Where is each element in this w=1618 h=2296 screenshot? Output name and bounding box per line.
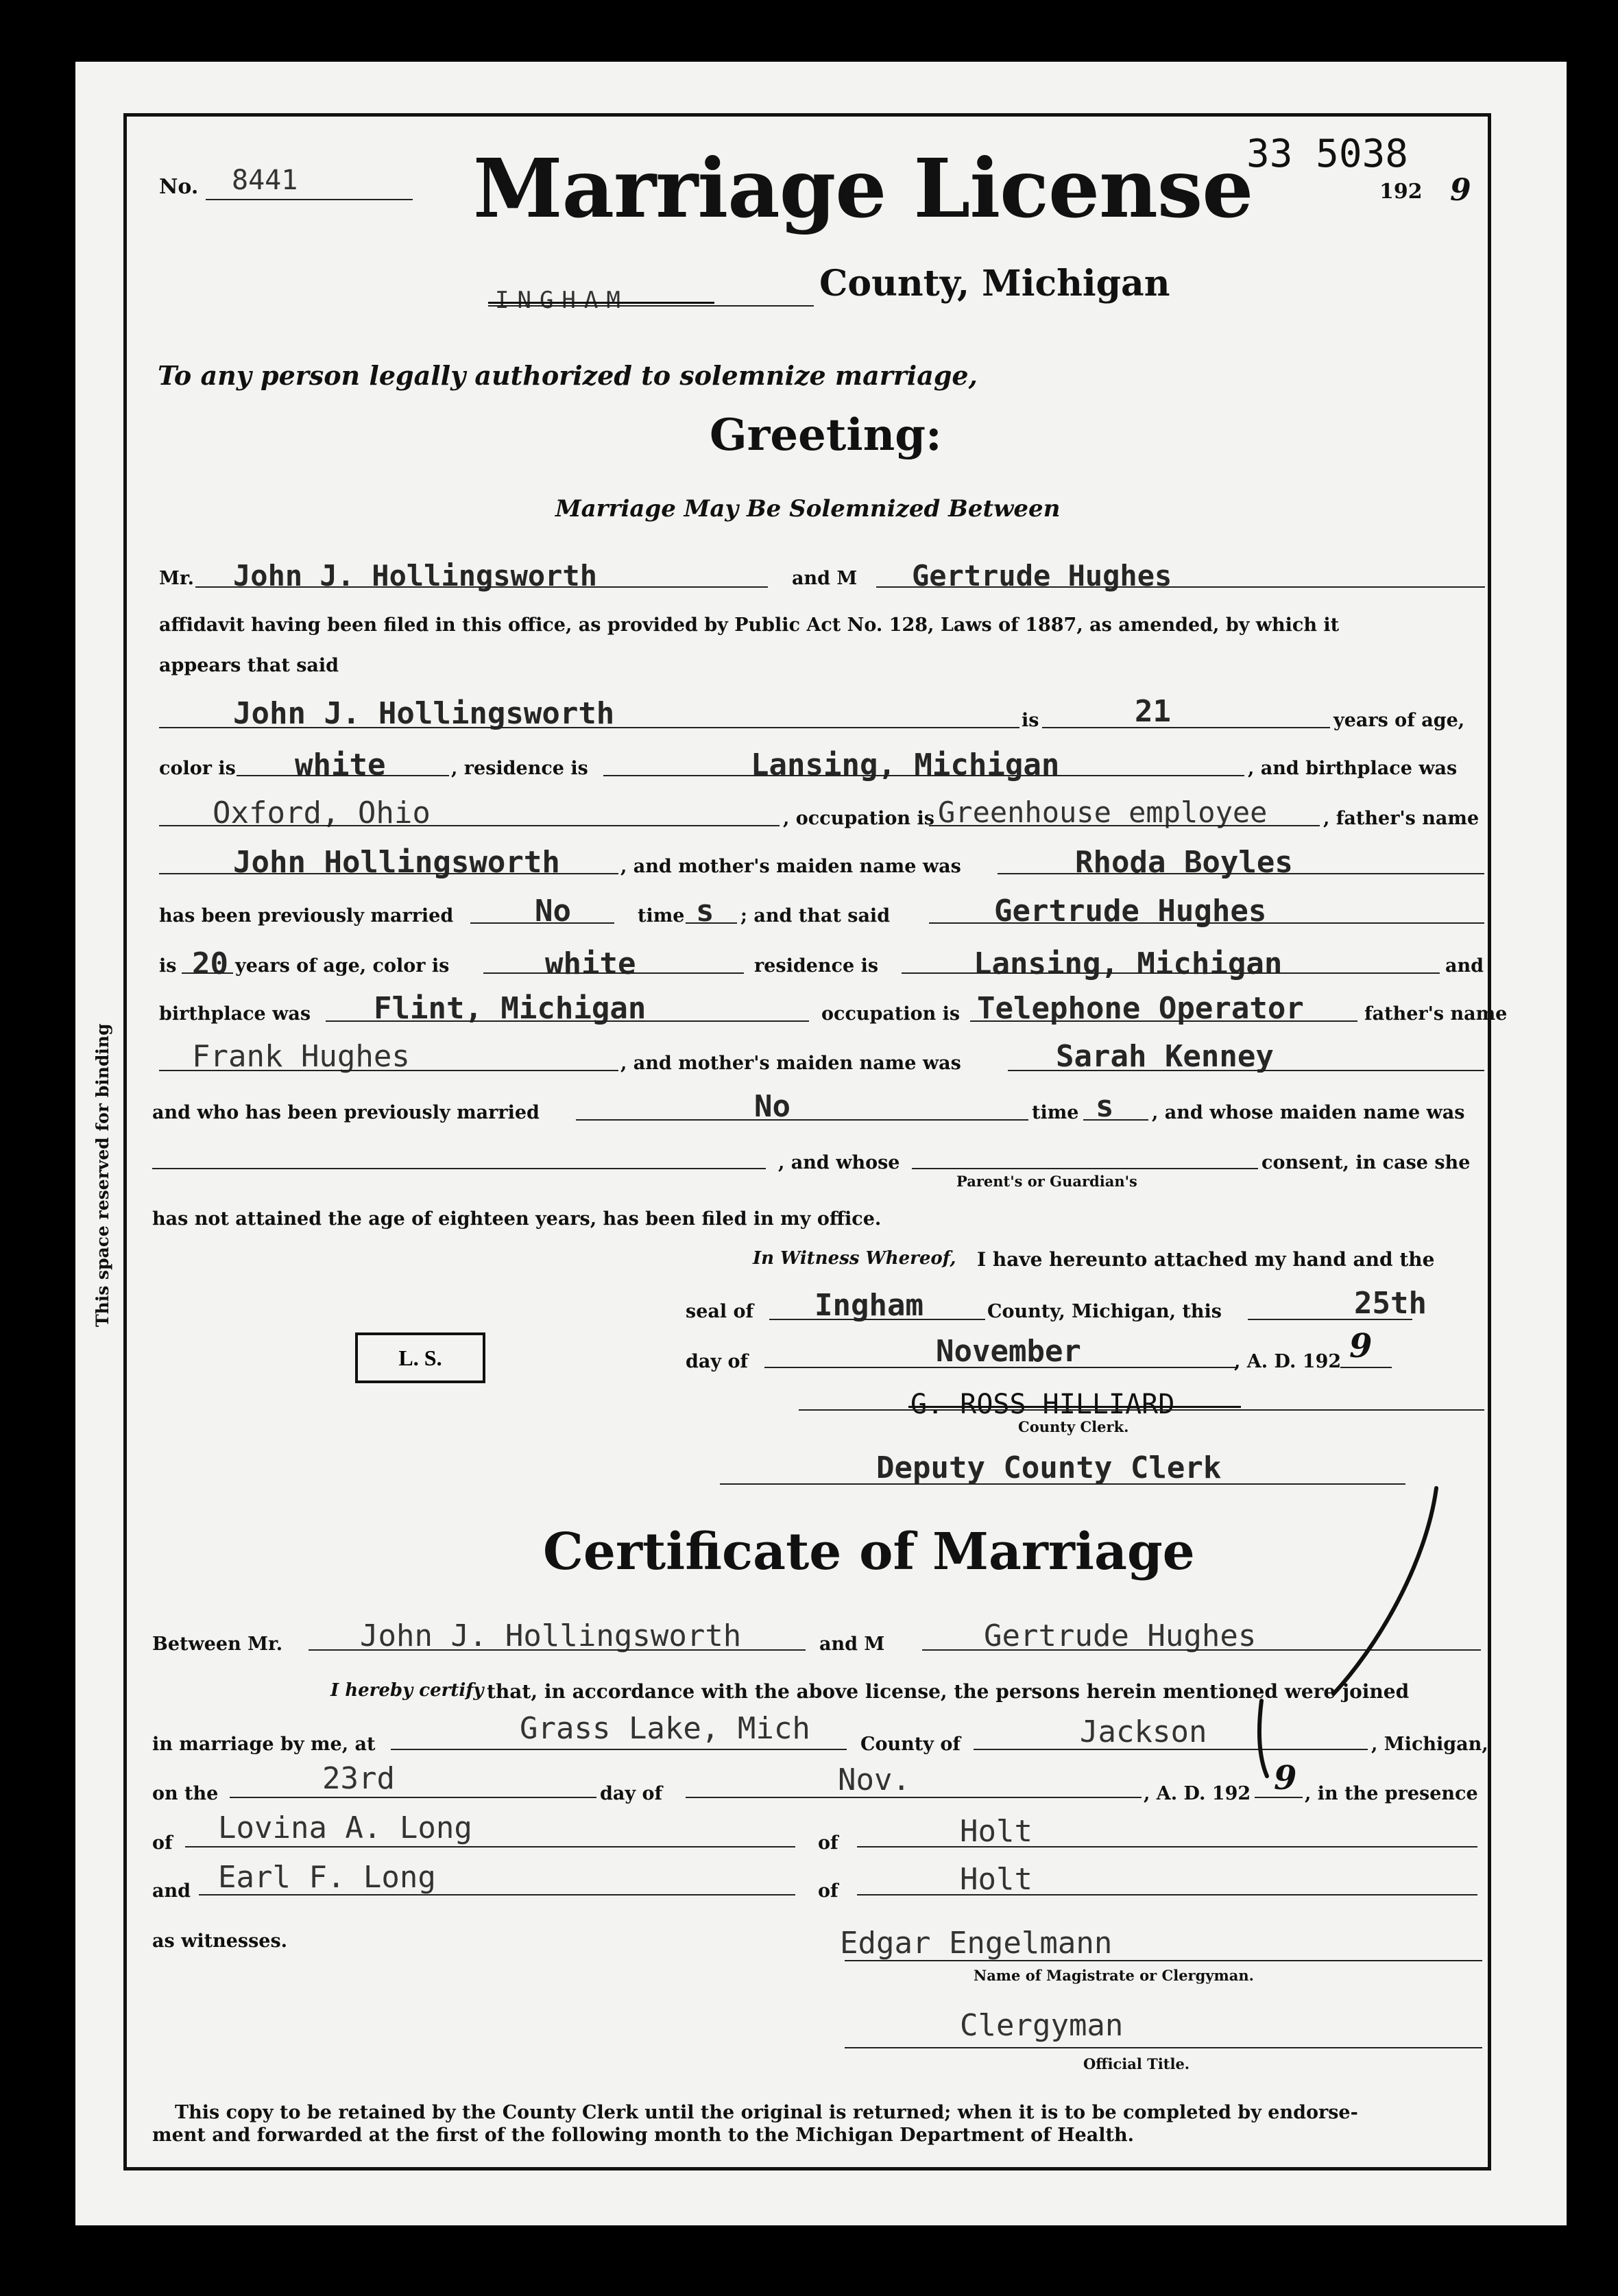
witness2-name: Earl F. Long [218,1860,436,1895]
bride-mother-label: , and mother's maiden name was [620,1053,961,1074]
groom-prev-married: No [535,894,571,929]
clerk-name: G. ROSS HILLIARD [910,1389,1175,1420]
seal-county-suffix: County, Michigan, this [987,1301,1222,1322]
license-number: 8441 [232,165,298,196]
binding-note: This space reserved for binding [93,1023,112,1327]
groom-birthplace-label: , and birthplace was [1248,758,1458,779]
marriage-county: Jackson [1080,1714,1207,1749]
that-said-label: ; and that said [740,905,891,926]
bride-father-label: father's name [1364,1003,1508,1025]
witness2-place: Holt [960,1862,1033,1897]
attained-text: has not attained the age of eighteen years, has been filed in my office. [152,1208,882,1230]
clerk-caption: County Clerk. [1018,1418,1129,1435]
groom-mother: Rhoda Boyles [1075,845,1293,880]
bride-prev-label: and who has been previously married [152,1102,540,1123]
marriage-day: 23rd [322,1761,395,1796]
county-struck: INGHAM [495,287,629,314]
groom-occupation: Greenhouse employee [938,796,1268,829]
affidavit-text: affidavit having been filed in this office, as provided by Public Act No. 128, Laws of 1887, as amended, by which it [159,614,1340,636]
bride-color: white [545,946,636,981]
in-marriage-label: in marriage by me, at [152,1734,376,1755]
footer-note-line2: ment and forwarded at the first of the following month to the Michigan Department of Health. [152,2125,1135,2146]
groom-birthplace: Oxford, Ohio [213,796,431,830]
bride-birthplace: Flint, Michigan [374,991,647,1026]
day-of-label: day of [686,1351,749,1372]
bride-prev-married: No [754,1089,790,1124]
groom-color-label: color is [159,758,236,779]
bride-and-label: and [1445,955,1484,977]
groom-is-label: is [1022,710,1039,731]
witness1-place: Holt [960,1814,1033,1849]
michigan-label: , Michigan, [1371,1734,1488,1755]
groom-times: s [696,894,714,929]
header-year-digit: 9 [1450,173,1471,208]
and-label: and [152,1880,191,1902]
groom-prev-label: has been previously married [159,905,454,926]
cert-groom-name: John J. Hollingsworth [360,1618,742,1653]
bride-residence: Lansing, Michigan [974,946,1283,981]
bride-occupation: Telephone Operator [977,991,1304,1026]
bride-age-color-label: years of age, color is [235,955,450,977]
address-line: To any person legally authorized to solemnize marriage, [158,360,978,391]
groom-time-label: time [638,905,685,926]
witness1-of-label: of [152,1832,173,1854]
county-of-label: County of [860,1734,961,1755]
witness1-place-of-label: of [818,1832,838,1854]
seal-of-label: seal of [686,1301,754,1322]
cert-and-m-label: and M [819,1634,885,1655]
groom-mother-label: , and mother's maiden name was [620,856,961,877]
and-m-label: and M [792,568,858,589]
groom-name-detail: John J. Hollingsworth [233,696,615,731]
license-year-digit: 9 [1349,1327,1373,1365]
appears-text: appears that said [159,655,339,676]
license-day: 25th [1354,1286,1427,1321]
cert-ad-label: , A. D. 192 [1144,1783,1251,1804]
witness2-place-of-label: of [818,1880,838,1902]
bride-occupation-label: occupation is [821,1003,961,1025]
bride-father: Frank Hughes [192,1039,410,1074]
bride-name: Gertrude Hughes [912,559,1172,593]
certify-text: that, in accordance with the above license, the persons herein mentioned were joined [487,1680,1410,1703]
marriage-place: Grass Lake, Mich [520,1711,810,1746]
witness1-name: Lovina A. Long [218,1810,472,1845]
groom-age: 21 [1135,694,1171,729]
guardian-caption: Parent's or Guardian's [956,1173,1137,1190]
cert-bride-name: Gertrude Hughes [984,1618,1257,1653]
years-of-age-label: years of age, [1333,710,1465,731]
header-year-prefix: 192 [1379,180,1423,204]
bride-maiden-label: , and whose maiden name was [1152,1102,1465,1123]
certify-intro: I hereby certify [330,1680,484,1701]
marriage-month: Nov. [838,1762,910,1797]
license-number-label: No. [159,175,199,199]
bride-mother: Sarah Kenney [1056,1039,1274,1074]
bride-age: 20 [192,946,228,981]
groom-color: white [295,748,386,782]
subheading: Marriage May Be Solemnized Between [555,495,1061,523]
groom-residence: Lansing, Michigan [751,748,1060,782]
county-label: County, Michigan [819,263,1170,304]
file-number: 33 5038 [1246,132,1409,176]
groom-occupation-label: , occupation is [783,808,934,829]
groom-father-label: , father's name [1323,808,1480,829]
seal-box: L. S. [355,1332,485,1383]
license-ad-label: , A. D. 192 [1234,1351,1342,1372]
bride-residence-label: residence is [754,955,879,977]
between-label: Between Mr. [152,1634,283,1655]
official-title-caption: Official Title. [1083,2055,1190,2072]
bride-birthplace-label: birthplace was [159,1003,311,1025]
groom-residence-label: , residence is [451,758,588,779]
cert-day-of-label: day of [600,1783,663,1804]
officiant-caption: Name of Magistrate or Clergyman. [974,1967,1254,1984]
greeting-heading: Greeting: [710,409,942,461]
cert-year-digit: 9 [1274,1759,1297,1797]
groom-name: John J. Hollingsworth [233,559,598,593]
mr-label: Mr. [159,568,195,589]
witness-text: I have hereunto attached my hand and the [977,1248,1435,1271]
deputy-title: Deputy County Clerk [876,1450,1222,1485]
bride-is-label: is [159,955,177,977]
seal-county: Ingham [814,1288,923,1323]
witness-intro: In Witness Whereof, [753,1248,956,1269]
presence-label: , in the presence [1305,1783,1478,1804]
on-the-label: on the [152,1783,219,1804]
groom-father: John Hollingsworth [233,845,560,880]
bride-whose-label: , and whose [778,1152,900,1173]
official-title: Clergyman [960,2008,1124,2043]
bride-time-label: time [1032,1102,1079,1123]
officiant-name: Edgar Engelmann [840,1926,1113,1961]
bride-times: s [1096,1089,1114,1124]
license-month: November [936,1334,1081,1369]
bride-name-detail: Gertrude Hughes [994,894,1267,929]
bride-consent-label: consent, in case she [1261,1152,1471,1173]
page-title: Marriage License [473,141,1253,236]
as-witnesses-label: as witnesses. [152,1930,288,1952]
footer-note-line1: This copy to be retained by the County Clerk until the original is returned; when it is to be completed by endorse- [175,2102,1358,2123]
certificate-title: Certificate of Marriage [543,1522,1195,1581]
